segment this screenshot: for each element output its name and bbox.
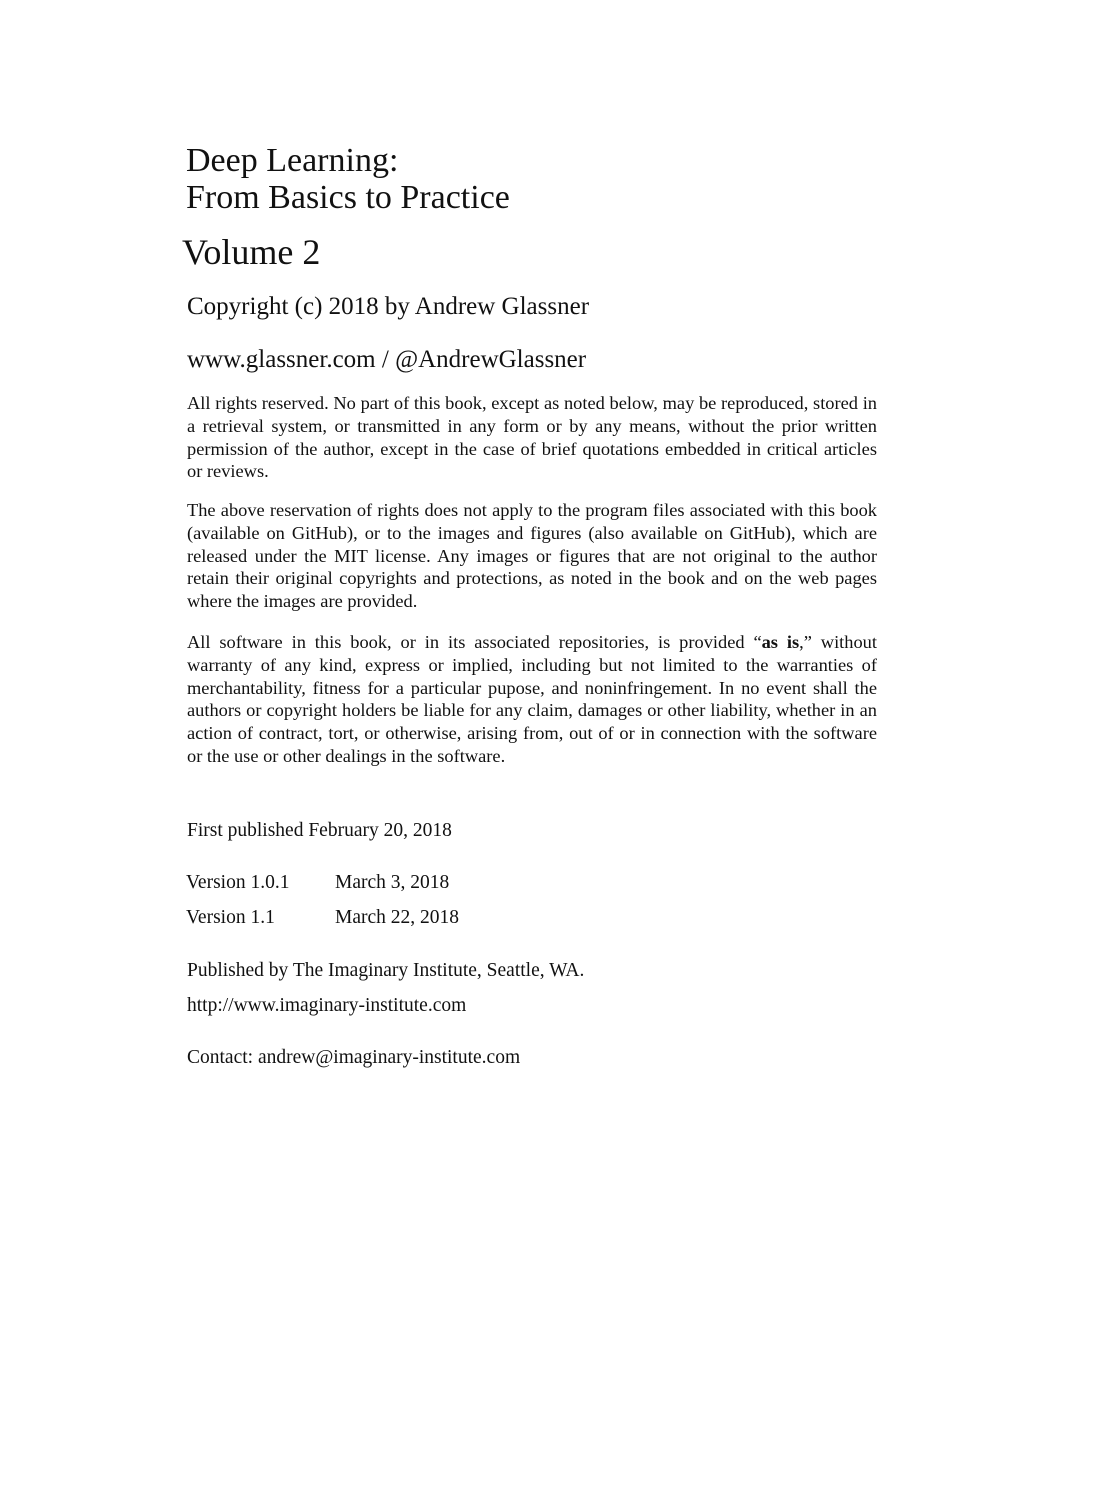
- version-row: [186, 871, 449, 895]
- website-line: www.glassner.com / @AndrewGlassner: [187, 346, 587, 373]
- software-text-before: All software in this book, or in its associated repositories, is provided “: [187, 632, 762, 652]
- software-warranty-paragraph: [187, 631, 877, 768]
- version-row: [186, 906, 459, 930]
- software-text-after: ,” without warranty of any kind, express or implied, including but not limited to the warranties of merchantability, fitness for a particular pupose, and noninfringement. In no event shall the authors or copyright holders be liable for any claim, damages or other liability, whether in an action of contract, tort, or otherwise, arising from, out of or in connection with the software or the use or other dealings in the software.: [187, 632, 877, 766]
- reservation-paragraph: The above reservation of rights does not apply to the program files associated with this book (available on GitHub), or to the images and figures (also available on GitHub), which are released under the MIT license. Any images or figures that are not original to the author retain their original copyrights and protections, as noted in the book and on the web pages where the images are provided.: [187, 500, 877, 612]
- version-number: Version 1.1: [186, 907, 275, 928]
- version-date: March 22, 2018: [335, 907, 460, 928]
- publisher-line: Published by The Imaginary Institute, Seattle, WA.: [187, 960, 585, 981]
- volume-label: Volume 2: [182, 232, 321, 272]
- contact-line: Contact: andrew@imaginary-institute.com: [187, 1047, 521, 1068]
- as-is-emphasis: as is: [761, 632, 800, 652]
- first-published-line: First published February 20, 2018: [187, 820, 452, 841]
- book-title: [186, 142, 510, 216]
- publisher-url: http://www.imaginary-institute.com: [187, 995, 467, 1016]
- rights-paragraph: All rights reserved. No part of this book, except as noted below, may be reproduced, stored in a retrieval system, or transmitted in any form or by any means, without the prior written permission of the author, except in the case of brief quotations embedded in critical articles or reviews.: [187, 393, 877, 482]
- version-date: March 3, 2018: [335, 872, 450, 893]
- book-title-line-1: Deep Learning:: [186, 142, 399, 179]
- copyright-line: Copyright (c) 2018 by Andrew Glassner: [187, 293, 590, 320]
- version-number: Version 1.0.1: [186, 872, 290, 893]
- book-title-line-2: From Basics to Practice: [186, 179, 510, 216]
